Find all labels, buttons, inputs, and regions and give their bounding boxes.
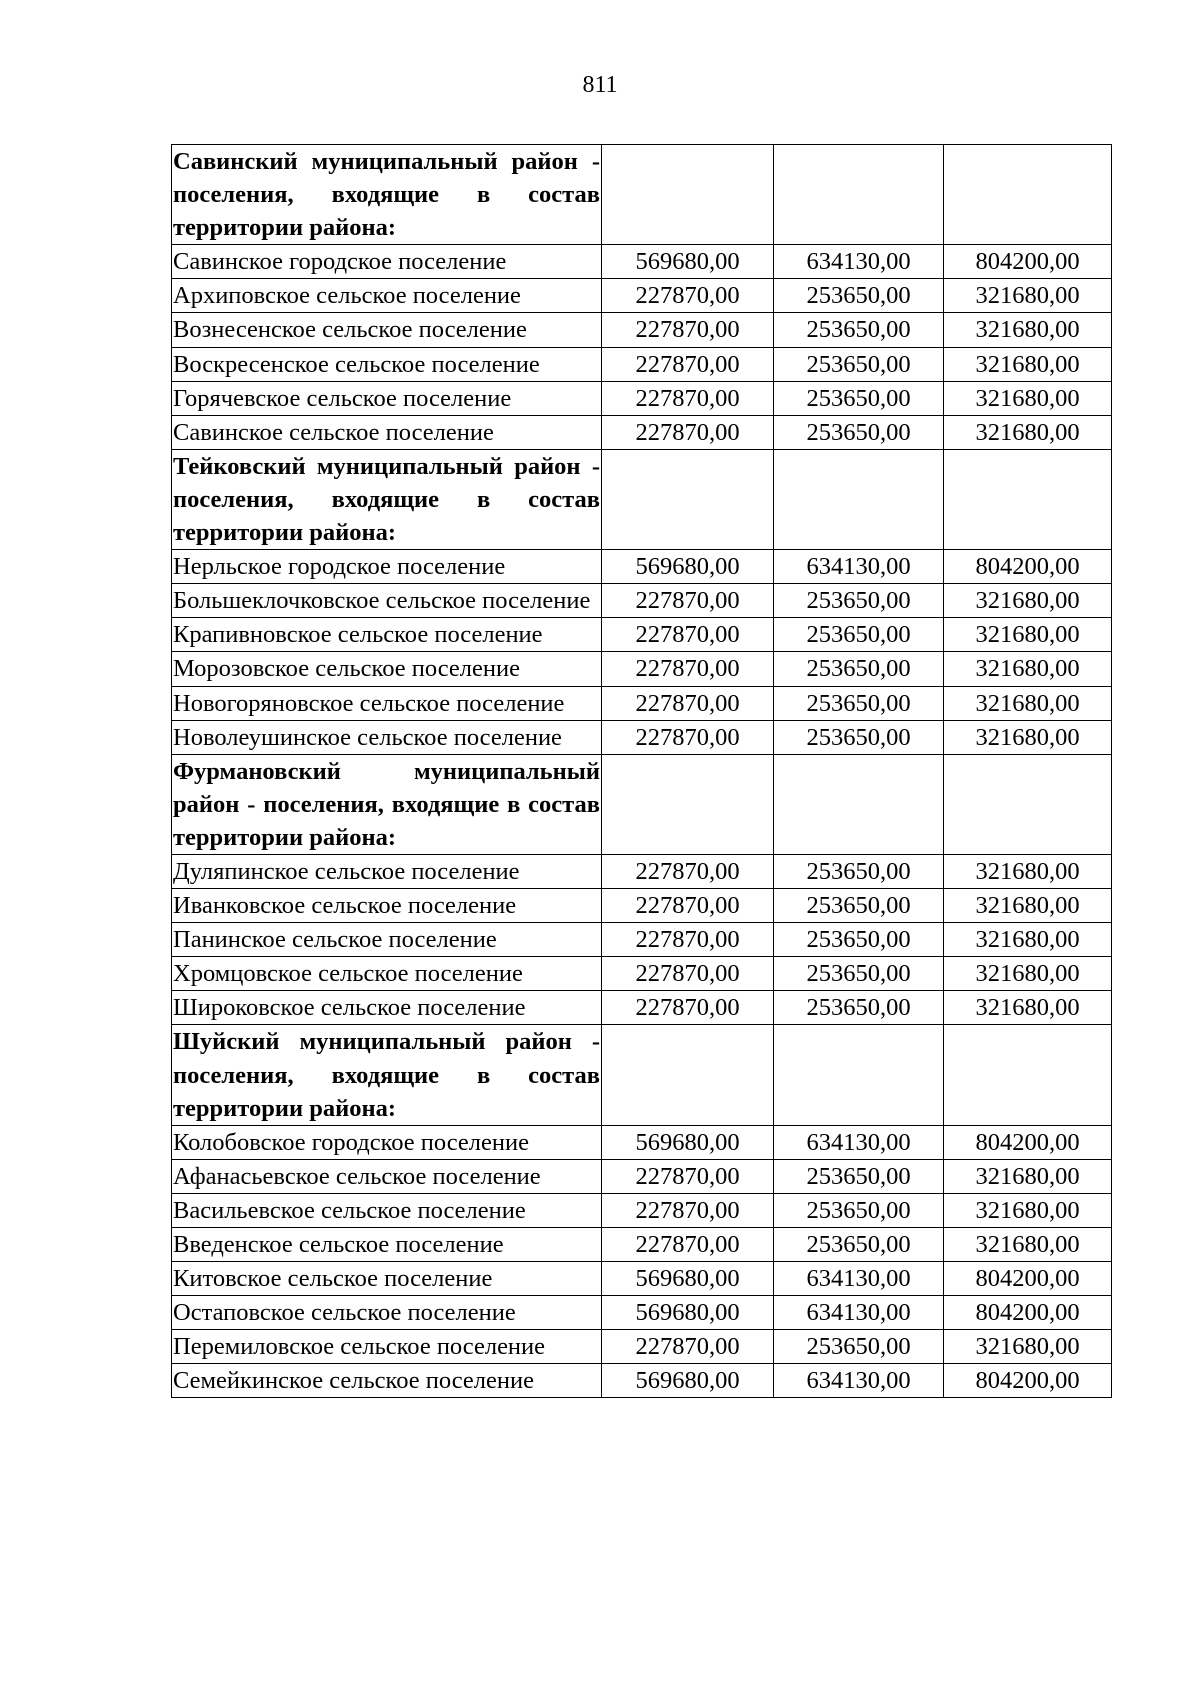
- value-cell-2: 253650,00: [774, 889, 944, 923]
- value-cell-2: 253650,00: [774, 618, 944, 652]
- value-cell-3: 321680,00: [944, 991, 1112, 1025]
- value-cell-2: 634130,00: [774, 245, 944, 279]
- value-cell-2: 634130,00: [774, 1262, 944, 1296]
- value-cell-2: 253650,00: [774, 720, 944, 754]
- value-cell-1: 227870,00: [602, 686, 774, 720]
- value-cell-2: 253650,00: [774, 991, 944, 1025]
- settlement-name-cell: Китовское сельское поселение: [172, 1262, 602, 1296]
- table-row: [172, 618, 1112, 652]
- table-body: [172, 145, 1112, 1398]
- value-cell-1: 569680,00: [602, 1296, 774, 1330]
- value-cell-3: 321680,00: [944, 381, 1112, 415]
- value-cell-1: 227870,00: [602, 313, 774, 347]
- district-header-row: [172, 1025, 1112, 1125]
- table-row: [172, 923, 1112, 957]
- value-cell-3: 321680,00: [944, 313, 1112, 347]
- table-row: [172, 347, 1112, 381]
- district-name-cell: Фурмановский муниципальный район - поселения, входящие в состав территории района:: [172, 754, 602, 854]
- settlement-name-cell: Иванковское сельское поселение: [172, 889, 602, 923]
- value-cell-2: [774, 754, 944, 854]
- district-name-cell: Шуйский муниципальный район - поселения, входящие в состав территории района:: [172, 1025, 602, 1125]
- value-cell-1: 227870,00: [602, 584, 774, 618]
- value-cell-2: [774, 449, 944, 549]
- value-cell-3: [944, 449, 1112, 549]
- value-cell-2: 253650,00: [774, 686, 944, 720]
- district-header-row: [172, 145, 1112, 245]
- settlements-table: [171, 144, 1112, 1398]
- table-row: [172, 550, 1112, 584]
- value-cell-3: 321680,00: [944, 686, 1112, 720]
- value-cell-3: 321680,00: [944, 854, 1112, 888]
- value-cell-3: 804200,00: [944, 550, 1112, 584]
- value-cell-2: 634130,00: [774, 1364, 944, 1398]
- value-cell-3: [944, 1025, 1112, 1125]
- table-row: [172, 1262, 1112, 1296]
- value-cell-2: 253650,00: [774, 584, 944, 618]
- table-row: [172, 686, 1112, 720]
- table-row: [172, 381, 1112, 415]
- value-cell-3: 321680,00: [944, 1228, 1112, 1262]
- value-cell-1: 227870,00: [602, 618, 774, 652]
- value-cell-1: 227870,00: [602, 923, 774, 957]
- value-cell-2: 253650,00: [774, 854, 944, 888]
- table-row: [172, 245, 1112, 279]
- settlement-name-cell: Архиповское сельское поселение: [172, 279, 602, 313]
- settlement-name-cell: Нерльское городское поселение: [172, 550, 602, 584]
- value-cell-1: [602, 449, 774, 549]
- settlement-name-cell: Афанасьевское сельское поселение: [172, 1159, 602, 1193]
- settlement-name-cell: Савинское сельское поселение: [172, 415, 602, 449]
- value-cell-3: 804200,00: [944, 1364, 1112, 1398]
- value-cell-1: 227870,00: [602, 381, 774, 415]
- value-cell-2: 253650,00: [774, 652, 944, 686]
- settlement-name-cell: Васильевское сельское поселение: [172, 1193, 602, 1227]
- settlement-name-cell: Морозовское сельское поселение: [172, 652, 602, 686]
- value-cell-1: 227870,00: [602, 889, 774, 923]
- value-cell-2: 253650,00: [774, 415, 944, 449]
- value-cell-1: 227870,00: [602, 347, 774, 381]
- value-cell-3: 804200,00: [944, 1125, 1112, 1159]
- value-cell-3: 321680,00: [944, 347, 1112, 381]
- settlement-name-cell: Введенское сельское поселение: [172, 1228, 602, 1262]
- value-cell-3: 321680,00: [944, 1193, 1112, 1227]
- table-row: [172, 720, 1112, 754]
- table-row: [172, 1364, 1112, 1398]
- settlement-name-cell: Воскресенское сельское поселение: [172, 347, 602, 381]
- value-cell-2: 253650,00: [774, 1228, 944, 1262]
- value-cell-3: 321680,00: [944, 1330, 1112, 1364]
- table-row: [172, 1296, 1112, 1330]
- value-cell-3: 804200,00: [944, 1262, 1112, 1296]
- value-cell-3: 321680,00: [944, 957, 1112, 991]
- value-cell-1: [602, 1025, 774, 1125]
- district-header-row: [172, 754, 1112, 854]
- table-row: [172, 889, 1112, 923]
- value-cell-2: 253650,00: [774, 313, 944, 347]
- value-cell-1: 227870,00: [602, 652, 774, 686]
- value-cell-3: 321680,00: [944, 923, 1112, 957]
- value-cell-2: 253650,00: [774, 1159, 944, 1193]
- value-cell-3: 804200,00: [944, 1296, 1112, 1330]
- settlement-name-cell: Хромцовское сельское поселение: [172, 957, 602, 991]
- value-cell-2: 253650,00: [774, 1330, 944, 1364]
- value-cell-3: 804200,00: [944, 245, 1112, 279]
- value-cell-3: 321680,00: [944, 652, 1112, 686]
- settlement-name-cell: Савинское городское поселение: [172, 245, 602, 279]
- settlement-name-cell: Вознесенское сельское поселение: [172, 313, 602, 347]
- value-cell-1: 569680,00: [602, 550, 774, 584]
- value-cell-1: 227870,00: [602, 1228, 774, 1262]
- value-cell-1: 227870,00: [602, 991, 774, 1025]
- settlement-name-cell: Семейкинское сельское поселение: [172, 1364, 602, 1398]
- value-cell-3: 321680,00: [944, 889, 1112, 923]
- value-cell-1: 227870,00: [602, 854, 774, 888]
- value-cell-2: 634130,00: [774, 1125, 944, 1159]
- value-cell-1: 227870,00: [602, 1159, 774, 1193]
- value-cell-3: 321680,00: [944, 584, 1112, 618]
- settlement-name-cell: Широковское сельское поселение: [172, 991, 602, 1025]
- value-cell-2: 253650,00: [774, 381, 944, 415]
- value-cell-1: [602, 145, 774, 245]
- value-cell-2: 634130,00: [774, 1296, 944, 1330]
- value-cell-1: 569680,00: [602, 1262, 774, 1296]
- value-cell-1: 227870,00: [602, 1193, 774, 1227]
- value-cell-1: 569680,00: [602, 1125, 774, 1159]
- value-cell-1: 227870,00: [602, 720, 774, 754]
- settlement-name-cell: Новолеушинское сельское поселение: [172, 720, 602, 754]
- table-row: [172, 652, 1112, 686]
- settlement-name-cell: Дуляпинское сельское поселение: [172, 854, 602, 888]
- settlement-name-cell: Новогоряновское сельское поселение: [172, 686, 602, 720]
- value-cell-3: 321680,00: [944, 415, 1112, 449]
- value-cell-2: 253650,00: [774, 279, 944, 313]
- table-row: [172, 279, 1112, 313]
- value-cell-1: 569680,00: [602, 245, 774, 279]
- table-row: [172, 313, 1112, 347]
- value-cell-3: 321680,00: [944, 618, 1112, 652]
- settlement-name-cell: Крапивновское сельское поселение: [172, 618, 602, 652]
- value-cell-2: 253650,00: [774, 923, 944, 957]
- value-cell-1: 227870,00: [602, 957, 774, 991]
- value-cell-3: 321680,00: [944, 720, 1112, 754]
- value-cell-1: 227870,00: [602, 415, 774, 449]
- table-row: [172, 415, 1112, 449]
- settlement-name-cell: Колобовское городское поселение: [172, 1125, 602, 1159]
- value-cell-1: 227870,00: [602, 1330, 774, 1364]
- table-row: [172, 584, 1112, 618]
- page-number: 811: [582, 72, 618, 98]
- table-row: [172, 1228, 1112, 1262]
- table-row: [172, 1330, 1112, 1364]
- district-header-row: [172, 449, 1112, 549]
- value-cell-2: 253650,00: [774, 347, 944, 381]
- value-cell-3: 321680,00: [944, 279, 1112, 313]
- table-row: [172, 957, 1112, 991]
- settlement-name-cell: Панинское сельское поселение: [172, 923, 602, 957]
- value-cell-1: 227870,00: [602, 279, 774, 313]
- table-row: [172, 1193, 1112, 1227]
- value-cell-2: 253650,00: [774, 1193, 944, 1227]
- value-cell-2: 253650,00: [774, 957, 944, 991]
- settlement-name-cell: Горячевское сельское поселение: [172, 381, 602, 415]
- value-cell-3: [944, 145, 1112, 245]
- district-name-cell: Тейковский муниципальный район - поселения, входящие в состав территории района:: [172, 449, 602, 549]
- table-row: [172, 1159, 1112, 1193]
- table-row: [172, 1125, 1112, 1159]
- settlement-name-cell: Перемиловское сельское поселение: [172, 1330, 602, 1364]
- value-cell-1: [602, 754, 774, 854]
- settlement-name-cell: Остаповское сельское поселение: [172, 1296, 602, 1330]
- settlement-name-cell: Большеклочковское сельское поселение: [172, 584, 602, 618]
- value-cell-3: 321680,00: [944, 1159, 1112, 1193]
- value-cell-3: [944, 754, 1112, 854]
- table-row: [172, 854, 1112, 888]
- value-cell-2: [774, 1025, 944, 1125]
- value-cell-2: 634130,00: [774, 550, 944, 584]
- value-cell-1: 569680,00: [602, 1364, 774, 1398]
- table-row: [172, 991, 1112, 1025]
- value-cell-2: [774, 145, 944, 245]
- district-name-cell: Савинский муниципальный район - поселения, входящие в состав территории района:: [172, 145, 602, 245]
